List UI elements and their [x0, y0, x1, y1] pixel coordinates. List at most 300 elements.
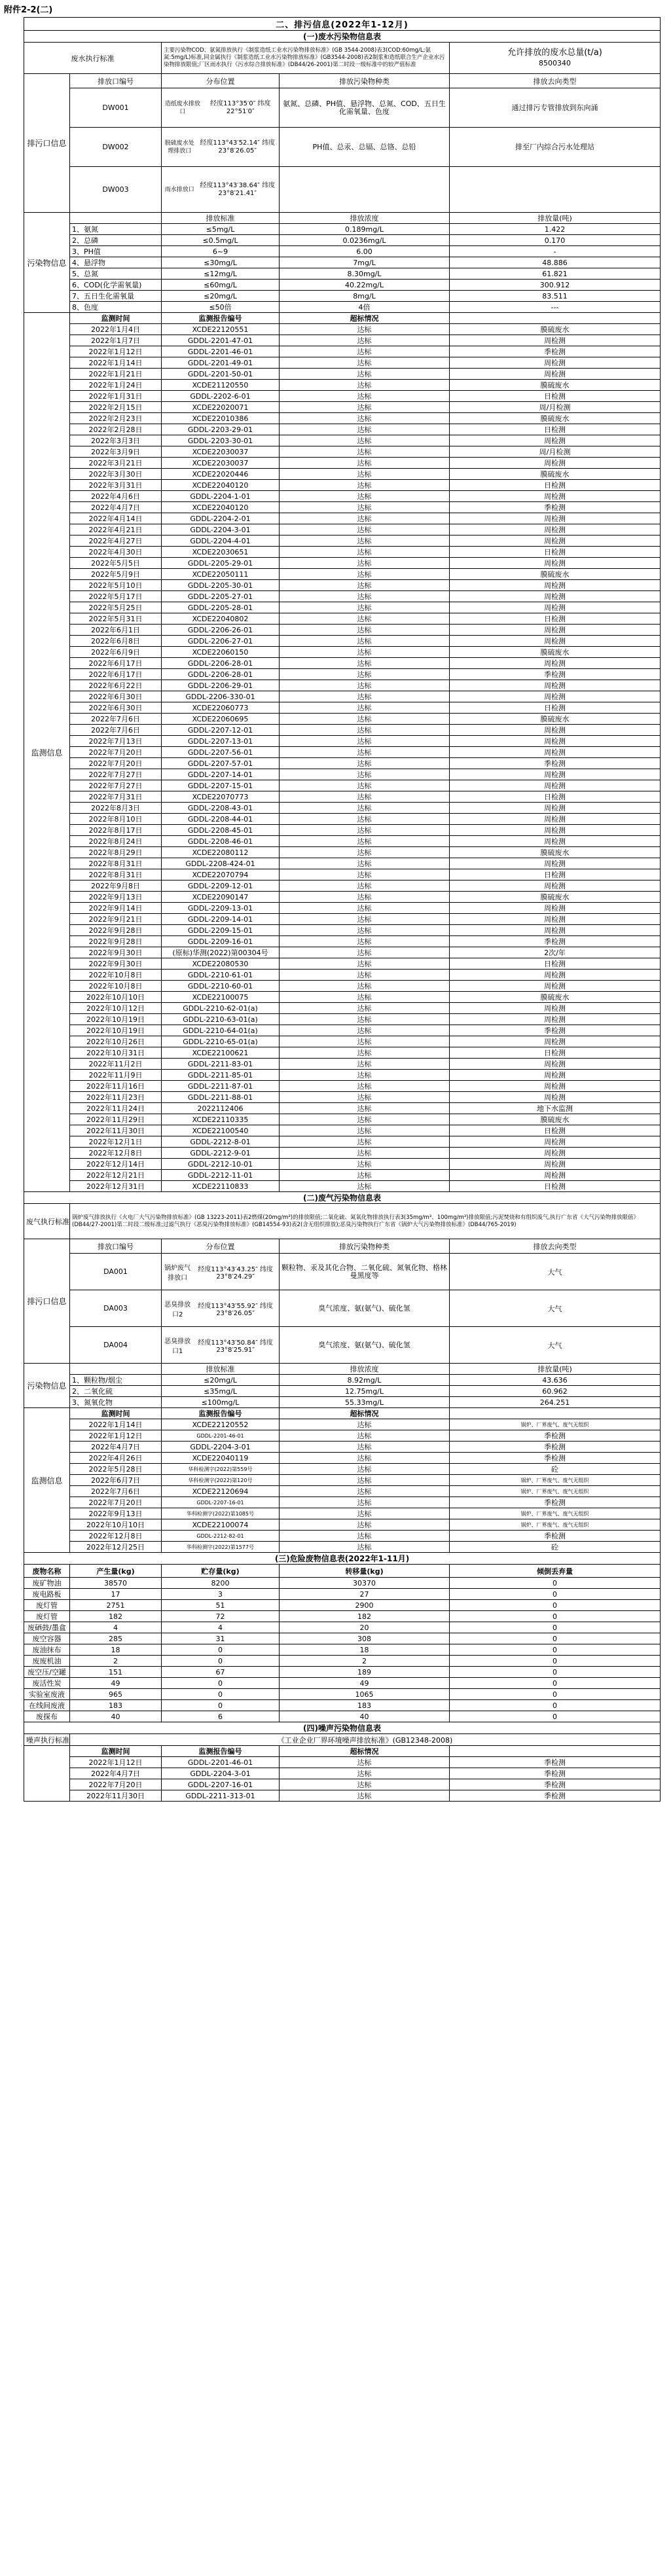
hazwaste-row [24, 1700, 661, 1711]
monitor-row [24, 591, 661, 602]
monitor-note: 日检测 [450, 869, 661, 880]
hazwaste-row [24, 1656, 661, 1667]
monitor-note: 膜硫废水 [450, 714, 661, 725]
monitor-note: 周检测 [450, 435, 661, 446]
water-total-cell [450, 43, 661, 74]
monitor-note: 膜硫废水 [450, 892, 661, 903]
monitor-report-number: GDDL-2204-1-01 [162, 491, 280, 502]
monitor-report-number: XCDE22020446 [162, 469, 280, 480]
monitor-row [24, 880, 661, 892]
monitor-report-number: 2022112406 [162, 1103, 280, 1114]
monitor-status: 达标 [280, 791, 450, 803]
monitor-row [24, 1025, 661, 1036]
hazwaste-row [24, 1667, 661, 1678]
outlet-code: DW003 [70, 167, 162, 213]
monitor-row [24, 346, 661, 357]
outlet-row [24, 1327, 661, 1364]
monitor-status: 达标 [280, 1486, 450, 1497]
monitor-report-number: GDDL-2211-83-01 [162, 1059, 280, 1070]
outlet-destination: 大气 [450, 1327, 661, 1364]
monitor-note: 膜硫废水 [450, 324, 661, 335]
monitor-note: 季检测 [450, 936, 661, 947]
monitor-report-number: GDDL-2210-65-01(a) [162, 1036, 280, 1047]
pollutant-name: 4、悬浮物 [70, 257, 162, 268]
monitor-note: 日检测 [450, 1181, 661, 1192]
hazwaste-name: 废废机油 [24, 1656, 70, 1667]
monitor-note: 日检测 [450, 613, 661, 625]
monitor-report-number: XCDE22120552 [162, 1419, 280, 1430]
monitor-note: 锅炉、厂界废气、废气无组织 [450, 1519, 661, 1531]
pollutant-header: 排放标准 [162, 213, 280, 224]
monitor-report-number: 华科检测字(2022)第1085号 [162, 1508, 280, 1519]
monitor-date: 2022年8月24日 [70, 836, 162, 847]
monitor-note: 季检测 [450, 669, 661, 680]
pollutant-amount: 264.251 [450, 1397, 661, 1408]
monitor-report-number: GDDL-2212-10-01 [162, 1159, 280, 1170]
monitor-note: 日检测 [450, 791, 661, 803]
monitor-report-number: XCDE22070794 [162, 869, 280, 880]
monitor-row [24, 1170, 661, 1181]
pollutant-amount: - [450, 246, 661, 257]
monitor-row [24, 803, 661, 814]
pollutant-standard: 6~9 [162, 246, 280, 257]
monitor-status: 达标 [280, 747, 450, 758]
hazwaste-name: 废灯管 [24, 1600, 70, 1611]
hazwaste-header-row [24, 1565, 661, 1578]
monitor-status: 达标 [280, 725, 450, 736]
outlet-name: 造纸废水排放口 [164, 100, 200, 115]
monitor-report-number: GDDL-2206-28-01 [162, 658, 280, 669]
monitor-header: 超标情况 [280, 1408, 450, 1419]
monitor-note: 季检测 [450, 1025, 661, 1036]
monitor-status: 达标 [280, 402, 450, 413]
monitor-note: 日检测 [450, 391, 661, 402]
monitor-note: 锅炉、厂界废气、废气无组织 [450, 1475, 661, 1486]
monitor-note: 日检测 [450, 958, 661, 970]
noise-section-title: (四)噪声污染物信息表 [24, 1722, 661, 1734]
monitor-note: 日检测 [450, 1047, 661, 1059]
monitor-note: 季检测 [450, 758, 661, 769]
monitor-report-number: GDDL-2201-49-01 [162, 357, 280, 369]
monitor-report-number: GDDL-2209-13-01 [162, 903, 280, 914]
hazwaste-header: 废物名称 [24, 1565, 70, 1578]
monitor-status: 达标 [280, 1464, 450, 1475]
hazwaste-name: 废空容器 [24, 1633, 70, 1644]
monitor-row [24, 1059, 661, 1070]
monitor-report-number: GDDL-2201-46-01 [162, 346, 280, 357]
monitor-status: 达标 [280, 1170, 450, 1181]
monitor-note: 周检测 [450, 814, 661, 825]
monitor-date: 2022年11月23日 [70, 1092, 162, 1103]
monitor-date: 2022年9月14日 [70, 903, 162, 914]
monitor-status: 达标 [280, 1531, 450, 1542]
monitor-date: 2022年1月12日 [70, 1757, 162, 1768]
monitor-report-number: GDDL-2211-87-01 [162, 1081, 280, 1092]
monitor-status: 达标 [280, 714, 450, 725]
pollutant-name: 7、五日生化需氧量 [70, 291, 162, 302]
monitor-header: 监测报告编号 [162, 1408, 280, 1419]
monitor-row [24, 636, 661, 647]
monitor-date: 2022年2月23日 [70, 413, 162, 424]
hazwaste-header: 倾倒丢弃量 [450, 1565, 661, 1578]
hazwaste-transferred: 40 [280, 1711, 450, 1722]
hazwaste-dumped: 0 [450, 1667, 661, 1678]
hazwaste-transferred: 2 [280, 1656, 450, 1667]
monitor-report-number: XCDE22040119 [162, 1453, 280, 1464]
monitor-note: 季检测 [450, 1779, 661, 1790]
monitor-date: 2022年1月12日 [70, 1430, 162, 1442]
hazwaste-name: 废灯管 [24, 1611, 70, 1622]
hazwaste-transferred: 27 [280, 1589, 450, 1600]
monitor-row [24, 569, 661, 580]
monitor-date: 2022年1月7日 [70, 335, 162, 346]
outlet-code: DW001 [70, 88, 162, 128]
water-total-label: 允许排放的废水总量(t/a) [507, 47, 602, 58]
monitor-status: 达标 [280, 702, 450, 714]
hazwaste-stored: 0 [162, 1678, 280, 1689]
monitor-row [24, 502, 661, 513]
hazwaste-generated: 2 [70, 1656, 162, 1667]
outlet-position [162, 128, 280, 167]
monitor-status: 达标 [280, 369, 450, 380]
monitor-date: 2022年9月30日 [70, 958, 162, 970]
monitor-note: 季检测 [450, 502, 661, 513]
monitor-row [24, 469, 661, 480]
section-title-row [24, 1722, 661, 1734]
monitor-note: 周检测 [450, 858, 661, 869]
monitor-status: 达标 [280, 1181, 450, 1192]
monitor-row [24, 936, 661, 947]
noise-standard-text: 《工业企业厂界环境噪声排放标准》(GB12348-2008) [70, 1734, 661, 1746]
monitor-note: 周检测 [450, 1170, 661, 1181]
outlet-header: 排放去向类型 [450, 1239, 661, 1254]
monitor-row [24, 435, 661, 446]
monitor-note: 季检测 [450, 1430, 661, 1442]
monitor-status: 达标 [280, 502, 450, 513]
monitor-header [450, 1408, 661, 1419]
monitor-report-number: XCDE22040120 [162, 502, 280, 513]
monitor-note: 周检测 [450, 680, 661, 691]
hazwaste-row [24, 1689, 661, 1700]
monitor-date: 2022年9月8日 [70, 880, 162, 892]
monitor-status: 达标 [280, 903, 450, 914]
monitor-note: 周检测 [450, 602, 661, 613]
outlet-row [24, 1290, 661, 1327]
monitor-date: 2022年12月25日 [70, 1542, 162, 1553]
monitor-note: 周检测 [450, 1148, 661, 1159]
monitor-report-number: GDDL-2209-14-01 [162, 914, 280, 925]
monitor-date: 2022年7月6日 [70, 725, 162, 736]
hazwaste-transferred: 183 [280, 1700, 450, 1711]
monitor-row [24, 1159, 661, 1170]
monitor-report-number: XCDE22030651 [162, 547, 280, 558]
noise-row [24, 1779, 661, 1790]
noise-header-row [24, 1746, 661, 1757]
monitor-status: 达标 [280, 625, 450, 636]
outlet-position [162, 1290, 280, 1327]
monitor-note: 锅炉、厂界废气、废气无组织 [450, 1419, 661, 1430]
monitor-note: 砼 [450, 1542, 661, 1553]
pollutant-concentration: 7mg/L [280, 257, 450, 268]
monitor-note: 日检测 [450, 702, 661, 714]
monitor-status: 达标 [280, 947, 450, 958]
monitor-date: 2022年4月27日 [70, 535, 162, 547]
outlet-destination: 通过排污专管排放到东向涌 [450, 88, 661, 128]
monitor-report-number: GDDL-2206-28-01 [162, 669, 280, 680]
outlet-pollutants: PH值、总汞、总镉、总铬、总铅 [280, 128, 450, 167]
pollutant-name: 1、颗粒物/烟尘 [70, 1375, 162, 1386]
monitor-date: 2022年1月14日 [70, 1419, 162, 1430]
monitor-note: 膜硫废水 [450, 469, 661, 480]
pollutant-concentration: 8.92mg/L [280, 1375, 450, 1386]
hazwaste-stored: 72 [162, 1611, 280, 1622]
monitor-report-number: GDDL-2211-88-01 [162, 1092, 280, 1103]
monitor-row [24, 1092, 661, 1103]
monitor-date: 2022年3月9日 [70, 446, 162, 458]
monitor-row [24, 1114, 661, 1125]
monitor-note: 砼 [450, 1464, 661, 1475]
monitor-row [24, 458, 661, 469]
monitor-date: 2022年4月30日 [70, 547, 162, 558]
hazwaste-generated: 183 [70, 1700, 162, 1711]
monitor-note: 季检测 [450, 1442, 661, 1453]
outlet-row [24, 1254, 661, 1290]
monitor-note: 周检测 [450, 803, 661, 814]
monitor-date: 2022年10月10日 [70, 992, 162, 1003]
hazwaste-dumped: 0 [450, 1689, 661, 1700]
hazwaste-dumped: 0 [450, 1656, 661, 1667]
outlet-coordinates: 经度113°43′55.92″ 纬度23°8′26.05″ [198, 1302, 273, 1317]
monitor-row [24, 858, 661, 869]
monitor-date: 2022年11月30日 [70, 1125, 162, 1136]
monitor-date: 2022年12月21日 [70, 1170, 162, 1181]
pollutant-row [24, 246, 661, 257]
hazwaste-row [24, 1644, 661, 1656]
monitor-row [24, 1036, 661, 1047]
monitor-note: 周检测 [450, 1081, 661, 1092]
monitor-status: 达标 [280, 1453, 450, 1464]
gas-pollutant-section-label: 污染物信息 [24, 1364, 70, 1408]
monitor-status: 达标 [280, 1136, 450, 1148]
monitor-status: 达标 [280, 558, 450, 569]
noise-row [24, 1768, 661, 1779]
monitor-report-number: GDDL-2201-46-01 [162, 1430, 280, 1442]
section-title-row [24, 1553, 661, 1565]
monitor-date: 2022年5月10日 [70, 580, 162, 591]
pollutant-standard: ≤60mg/L [162, 280, 280, 291]
monitor-note: 季检测 [450, 346, 661, 357]
outlet-name: 脱硫废水处理排放口 [164, 139, 194, 154]
monitor-date: 2022年10月8日 [70, 981, 162, 992]
hazwaste-generated: 182 [70, 1611, 162, 1622]
monitor-status: 达标 [280, 413, 450, 424]
monitor-note: 周检测 [450, 691, 661, 702]
monitor-date: 2022年7月20日 [70, 758, 162, 769]
monitor-note: 周检测 [450, 769, 661, 780]
monitor-row [24, 1519, 661, 1531]
monitor-report-number: XCDE22100075 [162, 992, 280, 1003]
outlet-position [162, 167, 280, 213]
monitor-status: 达标 [280, 925, 450, 936]
hazwaste-transferred: 18 [280, 1644, 450, 1656]
monitor-header: 超标情况 [280, 313, 450, 324]
monitor-report-number: XCDE22080112 [162, 847, 280, 858]
pollutant-header: 排放量(吨) [450, 1364, 661, 1375]
noise-side-cell [24, 1746, 70, 1802]
hazwaste-stored: 0 [162, 1656, 280, 1667]
monitor-date: 2022年7月6日 [70, 714, 162, 725]
monitor-row [24, 769, 661, 780]
pollutant-name: 5、总氮 [70, 268, 162, 280]
hazwaste-row [24, 1589, 661, 1600]
monitor-report-number: GDDL-2204-3-01 [162, 524, 280, 535]
pollutant-header [70, 1364, 162, 1375]
pollutant-standard: ≤12mg/L [162, 268, 280, 280]
monitor-note: 周检测 [450, 981, 661, 992]
monitor-row [24, 914, 661, 925]
monitor-note: 地下水监测 [450, 1103, 661, 1114]
monitor-date: 2022年7月13日 [70, 736, 162, 747]
pollutant-header: 排放浓度 [280, 1364, 450, 1375]
monitor-status: 达标 [280, 535, 450, 547]
section-title-row [24, 31, 661, 43]
monitor-date: 2022年1月24日 [70, 380, 162, 391]
outlet-pollutants [280, 167, 450, 213]
monitor-date: 2022年8月3日 [70, 803, 162, 814]
monitor-row [24, 1475, 661, 1486]
monitor-note: 周检测 [450, 736, 661, 747]
monitor-note: 锅炉、厂界废气、废气无组织 [450, 1486, 661, 1497]
monitor-note: 日检测 [450, 480, 661, 491]
monitor-note: 日检测 [450, 1125, 661, 1136]
monitor-date: 2022年4月7日 [70, 1442, 162, 1453]
pollutant-name: 3、氮氧化物 [70, 1397, 162, 1408]
pollutant-concentration: 55.33mg/L [280, 1397, 450, 1408]
monitor-status: 达标 [280, 380, 450, 391]
monitor-status: 达标 [280, 569, 450, 580]
pollutant-amount: 300.912 [450, 280, 661, 291]
monitor-date: 2022年10月8日 [70, 970, 162, 981]
monitor-note: 季检测 [450, 1757, 661, 1768]
monitor-status: 达标 [280, 1125, 450, 1136]
monitor-report-number: GDDL-2210-63-01(a) [162, 1014, 280, 1025]
monitor-note: 周检测 [450, 1092, 661, 1103]
monitor-status: 达标 [280, 480, 450, 491]
monitor-date: 2022年4月26日 [70, 1453, 162, 1464]
monitor-row [24, 380, 661, 391]
monitor-status: 达标 [280, 357, 450, 369]
monitor-row [24, 480, 661, 491]
outlet-name: 雨水排放口 [164, 186, 194, 193]
hazwaste-dumped: 0 [450, 1644, 661, 1656]
monitor-note: 周检测 [450, 780, 661, 791]
pollutant-header-row [24, 213, 661, 224]
monitor-note: 周检测 [450, 491, 661, 502]
hazwaste-dumped: 0 [450, 1622, 661, 1633]
monitor-note: 膜硫废水 [450, 569, 661, 580]
pollutant-amount: 1.422 [450, 224, 661, 235]
monitor-date: 2022年6月22日 [70, 680, 162, 691]
monitor-row [24, 357, 661, 369]
monitor-status: 达标 [280, 1159, 450, 1170]
water-outlet-section-label: 排污口信息 [24, 74, 70, 213]
hazwaste-row [24, 1578, 661, 1589]
outlet-row [24, 88, 661, 128]
pollutant-standard: ≤50倍 [162, 302, 280, 313]
monitor-status: 达标 [280, 869, 450, 880]
monitor-date: 2022年6月7日 [70, 1475, 162, 1486]
monitor-note: 周检测 [450, 914, 661, 925]
monitor-date: 2022年9月30日 [70, 947, 162, 958]
monitor-row [24, 547, 661, 558]
monitor-row [24, 1136, 661, 1148]
outlet-position [162, 1327, 280, 1364]
monitor-date: 2022年7月31日 [70, 791, 162, 803]
monitor-row [24, 335, 661, 346]
outlet-destination [450, 167, 661, 213]
monitor-report-number: GDDL-2210-61-01 [162, 970, 280, 981]
monitor-report-number: GDDL-2207-14-01 [162, 769, 280, 780]
monitor-row [24, 814, 661, 825]
monitor-report-number: GDDL-2207-13-01 [162, 736, 280, 747]
monitor-date: 2022年7月6日 [70, 1486, 162, 1497]
monitor-header: 监测时间 [70, 1746, 162, 1757]
monitor-status: 达标 [280, 1070, 450, 1081]
outlet-header-row [24, 1239, 661, 1254]
monitor-date: 2022年10月19日 [70, 1025, 162, 1036]
hazwaste-generated: 17 [70, 1589, 162, 1600]
monitor-note: 周检测 [450, 970, 661, 981]
monitor-note: 膜硫废水 [450, 847, 661, 858]
pollutant-row [24, 1375, 661, 1386]
monitor-row [24, 446, 661, 458]
outlet-header-row [24, 74, 661, 88]
monitor-note: 周检测 [450, 458, 661, 469]
monitor-date: 2022年11月30日 [70, 1790, 162, 1802]
pollutant-row [24, 291, 661, 302]
outlet-code: DA003 [70, 1290, 162, 1327]
monitor-status: 达标 [280, 825, 450, 836]
outlet-destination: 排至厂内综合污水处理站 [450, 128, 661, 167]
monitor-note: 周/月检测 [450, 402, 661, 413]
monitor-row [24, 736, 661, 747]
hazwaste-generated: 285 [70, 1633, 162, 1644]
monitor-note: 周检测 [450, 1136, 661, 1148]
monitor-report-number: GDDL-2204-3-01 [162, 1768, 280, 1779]
monitor-status: 达标 [280, 1059, 450, 1070]
hazwaste-row [24, 1600, 661, 1611]
monitor-row [24, 513, 661, 524]
outlet-header: 排放口编号 [70, 1239, 162, 1254]
monitor-date: 2022年8月10日 [70, 814, 162, 825]
hazwaste-dumped: 0 [450, 1600, 661, 1611]
monitor-status: 达标 [280, 992, 450, 1003]
monitor-status: 达标 [280, 1497, 450, 1508]
monitor-note: 周检测 [450, 836, 661, 847]
hazwaste-stored: 4 [162, 1622, 280, 1633]
hazwaste-row [24, 1611, 661, 1622]
monitor-date: 2022年9月13日 [70, 1508, 162, 1519]
monitor-status: 达标 [280, 469, 450, 480]
monitor-report-number: GDDL-2205-29-01 [162, 558, 280, 569]
monitor-date: 2022年8月31日 [70, 869, 162, 880]
monitor-row [24, 947, 661, 958]
pollutant-header: 排放标准 [162, 1364, 280, 1375]
monitor-note: 周检测 [450, 558, 661, 569]
monitor-status: 达标 [280, 1148, 450, 1159]
section-title-row [24, 1192, 661, 1204]
hazwaste-dumped: 0 [450, 1711, 661, 1722]
